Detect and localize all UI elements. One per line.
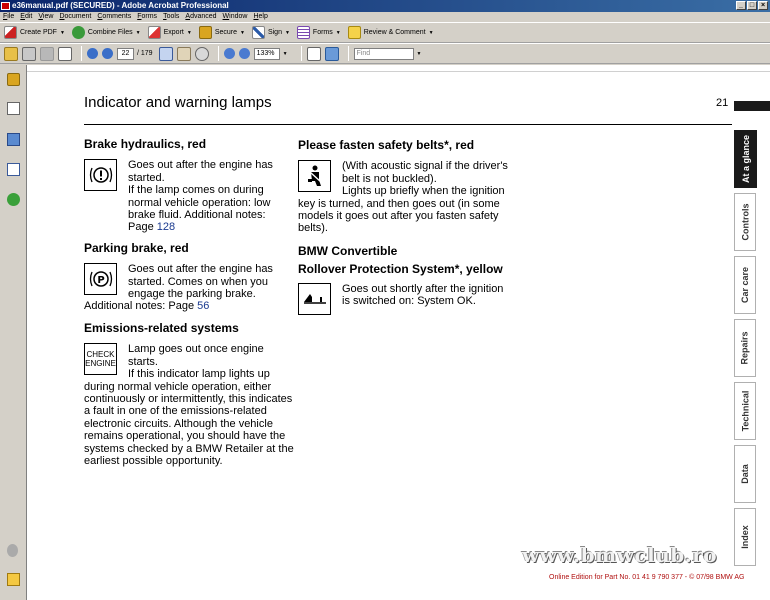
brake-notes-link[interactable]: 128: [156, 221, 176, 234]
tasks-toolbar: [0, 22, 770, 43]
select-tool-icon[interactable]: [159, 47, 173, 61]
menu-forms[interactable]: Forms: [137, 13, 158, 20]
check-engine-label: CHECK ENGINE: [85, 350, 116, 369]
toolbar-separator: [301, 46, 302, 61]
pdf-page: [27, 73, 770, 600]
zoom-in-icon[interactable]: [239, 48, 250, 59]
page-footer: Online Edition for Part No. 01 41 9 790 377 - © 07/98 BMW AG: [549, 574, 745, 581]
watermark: www.bmwclub.ro: [522, 543, 718, 567]
tab-index[interactable]: Index: [734, 508, 756, 566]
hand-tool-icon[interactable]: [177, 47, 191, 61]
toolbar-separator: [348, 46, 349, 61]
previous-page-icon[interactable]: [87, 48, 98, 59]
lock-icon: [199, 26, 212, 39]
page-number-input[interactable]: 22: [117, 48, 134, 60]
navigation-panel: [0, 65, 27, 600]
combine-files-button[interactable]: Combine Files ▼: [72, 25, 141, 41]
page-total-label: / 179: [137, 50, 153, 57]
tab-at-a-glance[interactable]: At a glance: [734, 130, 757, 188]
export-button[interactable]: Export ▼: [148, 25, 192, 41]
left-column: [84, 138, 294, 467]
parking-brake-section: [84, 263, 294, 313]
pages-icon[interactable]: [7, 102, 20, 115]
forms-icon: [297, 26, 310, 39]
emissions-heading: Emissions-related systems: [84, 320, 239, 335]
zoom-out-icon[interactable]: [224, 48, 235, 59]
toolbar-separator: [81, 46, 82, 61]
seat-belt-section: [298, 160, 508, 234]
menu-comments[interactable]: Comments: [97, 13, 132, 20]
brake-text-2-wrap: [84, 184, 294, 234]
menu-view[interactable]: View: [38, 13, 54, 20]
rollover-section: [298, 283, 508, 319]
document-viewer[interactable]: [27, 65, 770, 600]
emissions-text-2: If this indicator lamp lights up during normal vehicle operation, either continuously or intermittently, this indicates a fault in one of the emissions-related electronic circuits. Although the vehicle remains operational, you should have the systems checked by a BMW Retailer at the earliest possible opportunity.: [84, 368, 294, 467]
menu-file[interactable]: File: [3, 13, 15, 20]
parking-text-2-wrap: [84, 300, 294, 312]
menu-document[interactable]: Document: [59, 13, 92, 20]
tab-car-care[interactable]: Car care: [734, 256, 756, 314]
window-title: e36manual.pdf (SECURED) - Adobe Acrobat Professional: [12, 1, 229, 10]
emissions-text-1: Lamp goes out once engine starts.: [128, 343, 264, 368]
svg-text:P: P: [96, 275, 105, 287]
print-icon[interactable]: [22, 47, 36, 61]
navigation-toolbar: [0, 43, 770, 64]
page-rule: [84, 124, 732, 125]
menu-help[interactable]: Help: [253, 13, 268, 20]
toolbar-separator: [218, 46, 219, 61]
security-lock-icon[interactable]: [7, 73, 20, 86]
comments-icon[interactable]: [7, 573, 20, 586]
right-column: [298, 139, 508, 319]
full-screen-icon[interactable]: [325, 47, 339, 61]
parking-text-2: Additional notes: Page: [84, 300, 198, 313]
zoom-dropdown-icon[interactable]: ▼: [282, 50, 288, 57]
page-top-edge: [27, 65, 770, 72]
brake-hydraulics-section: [84, 159, 294, 233]
seat-belt-icon: [298, 160, 331, 192]
secure-button[interactable]: Secure ▼: [199, 25, 245, 41]
tab-repairs[interactable]: Repairs: [734, 319, 756, 377]
chapter-tabs: [734, 130, 770, 562]
window-controls: [736, 1, 768, 10]
zoom-level-input[interactable]: 133%: [254, 48, 280, 60]
tab-technical[interactable]: Technical: [734, 382, 756, 440]
brake-text-1: Goes out after the engine has started.: [128, 159, 273, 184]
emissions-section: [84, 343, 294, 467]
parking-text-1: Goes out after the engine has started. Comes on when you engage the parking brake.: [128, 263, 273, 301]
page-number: 21: [716, 97, 729, 109]
parking-notes-link[interactable]: 56: [197, 300, 210, 313]
bookmarks-icon[interactable]: [7, 133, 20, 146]
parking-brake-heading: Parking brake, red: [84, 240, 189, 255]
find-dropdown-icon[interactable]: ▼: [416, 50, 422, 57]
attachments-icon[interactable]: [7, 544, 18, 557]
acrobat-app-icon[interactable]: [1, 2, 10, 10]
title-bar: [0, 0, 770, 12]
menu-edit[interactable]: Edit: [20, 13, 33, 20]
maximize-button[interactable]: □: [747, 1, 757, 10]
page-title: Indicator and warning lamps: [84, 94, 272, 111]
minimize-button[interactable]: _: [736, 1, 746, 10]
email-icon[interactable]: [58, 47, 72, 61]
zoom-tool-icon[interactable]: [195, 47, 209, 61]
tab-controls[interactable]: Controls: [734, 193, 756, 251]
create-pdf-icon: [4, 26, 17, 39]
brake-hydraulics-heading: Brake hydraulics, red: [84, 137, 207, 151]
tab-data[interactable]: Data: [734, 445, 756, 503]
menu-advanced[interactable]: Advanced: [185, 13, 217, 20]
parking-brake-icon: [84, 263, 117, 295]
fit-page-icon[interactable]: [307, 47, 321, 61]
find-input[interactable]: Find: [354, 48, 414, 60]
review-comment-icon: [348, 26, 361, 39]
rollover-protection-icon: [298, 283, 331, 315]
save-icon[interactable]: [40, 47, 54, 61]
help-icon[interactable]: [7, 193, 20, 206]
page-number-tab: [734, 101, 770, 111]
next-page-icon[interactable]: [102, 48, 113, 59]
seat-belt-text-2: Lights up briefly when the ignition key is turned, and then goes out (in some models it goes out after you fasten safety belts).: [298, 185, 505, 235]
signatures-icon[interactable]: [7, 163, 20, 176]
brake-text-2: If the lamp comes on during normal vehicle operation: low brake fluid. Additional notes: Page: [128, 184, 271, 234]
combine-files-icon: [72, 26, 85, 39]
forms-button[interactable]: Forms ▼: [297, 25, 341, 41]
seat-belt-heading: Please fasten safety belts*, red: [298, 138, 475, 152]
create-pdf-button[interactable]: Create PDF ▼: [4, 25, 65, 41]
convertible-heading: BMW Convertible: [298, 243, 398, 258]
export-icon: [148, 26, 161, 39]
close-button[interactable]: ×: [758, 1, 768, 10]
review-comment-button[interactable]: Review & Comment ▼: [348, 25, 434, 41]
pen-sign-icon: [252, 26, 265, 39]
sign-button[interactable]: Sign ▼: [252, 25, 290, 41]
menu-bar: [0, 12, 770, 22]
seat-belt-text-1: (With acoustic signal if the driver's belt is not buckled).: [342, 160, 508, 185]
rollover-text: Goes out shortly after the ignition is switched on: System OK.: [342, 282, 504, 308]
brake-warning-icon: [84, 159, 117, 191]
check-engine-icon: [84, 343, 117, 375]
open-folder-icon[interactable]: [4, 47, 18, 61]
rollover-heading: Rollover Protection System*, yellow: [298, 262, 503, 277]
menu-tools[interactable]: Tools: [163, 13, 180, 20]
menu-window[interactable]: Window: [222, 13, 248, 20]
